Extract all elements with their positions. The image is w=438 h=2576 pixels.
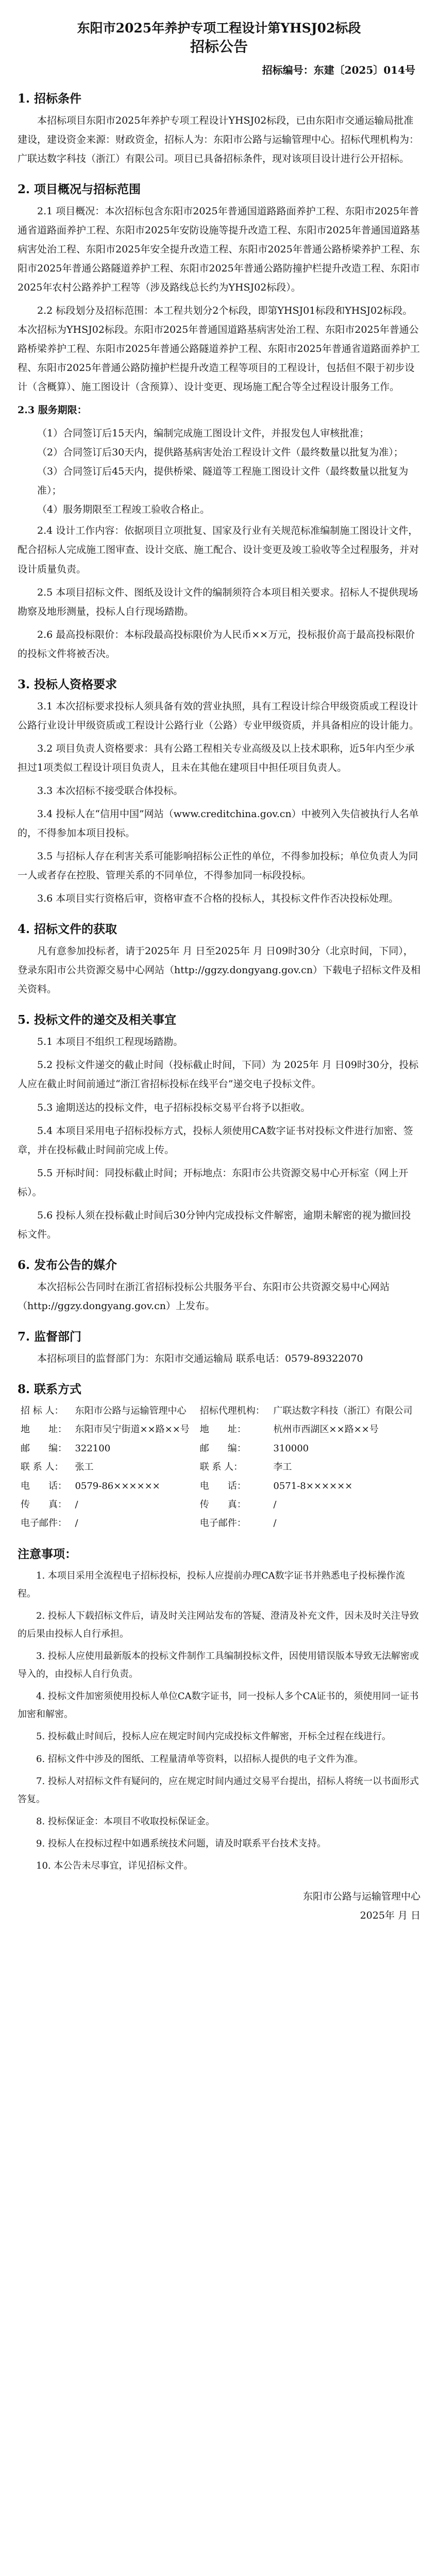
note-item-4: 4. 投标文件加密须使用投标人单位CA数字证书，同一投标人多个CA证书的，须使用同一证书加密和解密。 [18,1691,419,1720]
contact-row-6 [18,1496,420,1514]
section-2-item-4: （4）服务期限至工程竣工验收合格止。 [37,504,210,516]
section-5-item-2: 5.2 投标文件递交的截止时间（投标截止时间，下同）为 2025年 月 日09时30分，投标人应在截止时间前通过“浙江省招标投标在线平台”递交电子投标文件。 [18,1059,419,1090]
signature-org: 东阳市公路与运输管理中心 [302,1891,420,1903]
section-2-p2: 2.2 标段划分及招标范围：本工程共划分2个标段，即第YHSJ01标段和YHSJ02标段。本次招标为YHSJ02标段。东阳市2025年普通国道路基病害处治工程、东阳市2025年普通公路桥梁养护工程、东阳市2025年普通公路隧道养护工程、东阳市2025年普通省道路面养护工程、东阳市2025年普通公路防撞护栏提升改造工程等项目的工程设计，包括但不限于初步设计（含概算）、施工图设计（含预算）、设计变更、现场施工配合等全过程设计服务工作。 [18,304,420,393]
contact-right-label-2: 地 址： [199,1424,246,1435]
contact-left-value-7: / [75,1518,78,1529]
note-item-3: 3. 投标人应使用最新版本的投标文件制作工具编制投标文件，因使用错误版本导致无法解密或导入的，由投标人自行负责。 [18,1651,419,1680]
section-2-item-3: （3）合同签订后45天内，提供桥梁、隧道等工程施工图设计文件（最终数量以批复为准）； [37,466,409,497]
section-2-p1: 2.1 项目概况：本次招标包含东阳市2025年普通国道路路面养护工程、东阳市2025年普通省道路面养护工程、东阳市2025年安防设施等提升改造工程、东阳市2025年普通国道路基病害处治工程、东阳市2025年安全提升改造工程、东阳市2025年普通公路桥梁养护工程、东阳市2025年普通公路隧道养护工程、东阳市2025年普通公路防撞护栏提升改造工程、东阳市2025年农村公路养护工程等（涉及路线总长约为YHSJ02标段）。 [18,205,420,293]
section-7-text: 本招标项目的监督部门为：东阳市交通运输局 联系电话：0579-89322070 [37,1352,363,1364]
section-1-heading: 1. 招标条件 [18,91,82,106]
contact-right-value-3: 310000 [273,1443,309,1454]
section-5-item-1: 5.1 本项目不组织工程现场踏勘。 [37,1036,183,1048]
document-subtitle: 招标公告 [190,38,248,55]
signature-block [18,1887,420,1925]
section-2-p6: 2.6 最高投标限价：本标段最高投标限价为人民币××万元，投标报价高于最高投标限价的投标文件将被否决。 [18,629,415,659]
section-4-text: 凡有意参加投标者，请于2025年 月 日至2025年 月 日09时30分（北京时间，下同），登录东阳市公共资源交易中心网站（http://ggzy.dongyang.gov.cn）下载电子招标文件及相关资料。 [18,945,420,995]
document-title: 东阳市2025年养护专项工程设计第YHSJ02标段 [77,21,361,36]
section-3-p5: 3.5 与招标人存在利害关系可能影响招标公正性的单位，不得参加投标；单位负责人为同一人或者存在控股、管理关系的不同单位，不得参加同一标段投标。 [18,851,418,882]
section-5-item-3: 5.3 逾期送达的投标文件，电子招标投标交易平台将予以拒收。 [37,1101,311,1113]
notes-section [18,1545,420,1875]
section-2-item-2: （2）合同签订后30天内，提供路基病害处治工程设计文件（最终数量以批复为准）； [37,447,403,459]
notes-heading: 注意事项： [18,1547,77,1561]
contact-left-label-2: 地 址： [21,1424,67,1435]
contact-right-value-7: / [273,1518,277,1529]
contact-left-value-2: 东阳市吴宁街道××路××号 [75,1424,190,1435]
contact-right-value-1: 广联达数字科技（浙江）有限公司 [273,1405,413,1416]
contact-row-3 [18,1439,420,1458]
note-item-2: 2. 投标人下载招标文件后，请及时关注网站发布的答疑、澄清及补充文件，因未及时关注导致的后果由投标人自行承担。 [18,1610,419,1639]
tender-number: 招标编号：东建〔2025〕014号 [262,63,415,76]
contact-left-value-1: 东阳市公路与运输管理中心 [75,1405,187,1416]
section-1-text: 本招标项目东阳市2025年养护专项工程设计YHSJ02标段，已由东阳市交通运输局批准建设，建设资金来源：财政资金，招标人为：东阳市公路与运输管理中心。招标代理机构为：广联达数字科技（浙江）有限公司。项目已具备招标条件，现对该项目设计进行公开招标。 [18,114,419,164]
contact-left-label-4: 联 系 人： [21,1462,64,1473]
section-5-heading: 5. 投标文件的递交及相关事宜 [18,1013,177,1027]
section-3-heading: 3. 投标人资格要求 [18,677,117,691]
contact-row-1 [18,1402,420,1420]
contact-right-label-7: 电子邮件： [199,1518,246,1529]
note-item-10: 10. 本公告未尽事宜，详见招标文件。 [36,1860,193,1872]
contact-right-value-2: 杭州市西湖区××路××号 [273,1424,379,1435]
contact-right-value-5: 0571-8×××××× [273,1480,353,1492]
section-6-text: 本次招标公告同时在浙江省招标投标公共服务平台、东阳市公共资源交易中心网站（http://ggzy.dongyang.gov.cn）上发布。 [18,1281,390,1312]
contact-left-value-3: 322100 [75,1443,111,1454]
contact-right-label-6: 传 真： [199,1499,246,1510]
contact-left-value-5: 0579-86×××××× [75,1480,160,1492]
contact-row-5 [18,1477,420,1496]
note-item-7: 7. 投标人对招标文件有疑问的，应在规定时间内通过交易平台提出，招标人将统一以书面形式答复。 [18,1775,419,1805]
note-item-8: 8. 投标保证金：本项目不收取投标保证金。 [36,1816,215,1827]
section-6-heading: 6. 发布公告的媒介 [18,1258,117,1272]
section-3-p4: 3.4 投标人在“信用中国”网站（www.creditchina.gov.cn）中被列入失信被执行人名单的，不得参加本项目投标。 [18,808,419,839]
contact-right-label-3: 邮 编： [199,1443,246,1454]
section-5-item-5: 5.5 开标时间：同投标截止时间；开标地点：东阳市公共资源交易中心开标室（网上开标）。 [18,1167,409,1198]
signature-date: 2025年 月 日 [360,1910,420,1922]
contact-right-label-1: 招标代理机构： [199,1405,265,1416]
contact-right-label-4: 联 系 人： [199,1462,243,1473]
section-3-p1: 3.1 本次招标要求投标人须具备有效的营业执照，具有工程设计综合甲级资质或工程设计公路行业设计甲级资质或工程设计公路行业（公路）专业甲级资质，并具备相应的设计能力。 [18,700,419,731]
section-2-heading: 2. 项目概况与招标范围 [18,182,141,196]
section-5-item-6: 5.6 投标人须在投标截止时间后30分钟内完成投标文件解密，逾期未解密的视为撤回投标文件。 [18,1209,411,1240]
note-item-5: 5. 投标截止时间后，投标人应在规定时间内完成投标文件解密，开标全过程在线进行。 [36,1731,391,1742]
section-3-p2: 3.2 项目负责人资格要求：具有公路工程相关专业高级及以上技术职称，近5年内至少承担过1项类似工程设计项目负责人，且未在其他在建项目中担任项目负责人。 [18,742,415,773]
contact-row-2 [18,1420,420,1439]
contact-row-4 [18,1458,420,1477]
section-3-p6: 3.6 本项目实行资格后审，资格审查不合格的投标人，其投标文件作否决投标处理。 [37,893,399,905]
contact-right-value-6: / [273,1499,277,1510]
section-2-items [18,424,420,519]
section-2-p3: 2.3 服务期限： [18,404,87,416]
note-item-6: 6. 招标文件中涉及的图纸、工程量清单等资料，以招标人提供的电子文件为准。 [36,1753,363,1765]
section-4-heading: 4. 招标文件的获取 [18,922,117,937]
note-item-1: 1. 本项目采用全流程电子招标投标，投标人应提前办理CA数字证书并熟悉电子投标操作流程。 [18,1570,405,1599]
contact-right-label-5: 电 话： [199,1480,246,1492]
contact-right-value-4: 李工 [273,1462,292,1473]
contact-left-label-6: 传 真： [21,1499,67,1510]
contact-left-label-3: 邮 编： [21,1443,67,1454]
section-2-item-1: （1）合同签订后15天内，编制完成施工图设计文件，并报发包人审核批准； [37,428,369,439]
section-2-p5: 2.5 本项目招标文件、图纸及设计文件的编制须符合本项目相关要求。招标人不提供现场勘察及地形测量，投标人自行现场踏勘。 [18,586,418,617]
contact-left-value-4: 张工 [75,1462,94,1473]
contact-left-label-7: 电子邮件： [21,1518,67,1529]
contact-row-7 [18,1514,420,1533]
contact-left-label-5: 电 话： [21,1480,67,1492]
section-5-item-4: 5.4 本项目采用电子招标投标方式，投标人须使用CA数字证书对投标文件进行加密、签章，并在投标截止时间前完成上传。 [18,1125,413,1156]
section-8-heading: 8. 联系方式 [18,1382,82,1396]
section-3-p3: 3.3 本次招标不接受联合体投标。 [37,785,183,796]
contact-left-value-6: / [75,1499,78,1510]
section-2-p4: 2.4 设计工作内容：依据项目立项批复、国家及行业有关规范标准编制施工图设计文件，配合招标人完成施工图审查、设计交底、施工配合、设计变更及竣工验收等全过程服务，并对设计质量负责。 [18,525,419,575]
section-7-heading: 7. 监督部门 [18,1329,82,1344]
contact-left-label-1: 招 标 人： [21,1405,64,1416]
contact-table [18,1402,420,1533]
note-item-9: 9. 投标人在投标过程中如遇系统技术问题，请及时联系平台技术支持。 [36,1838,326,1849]
